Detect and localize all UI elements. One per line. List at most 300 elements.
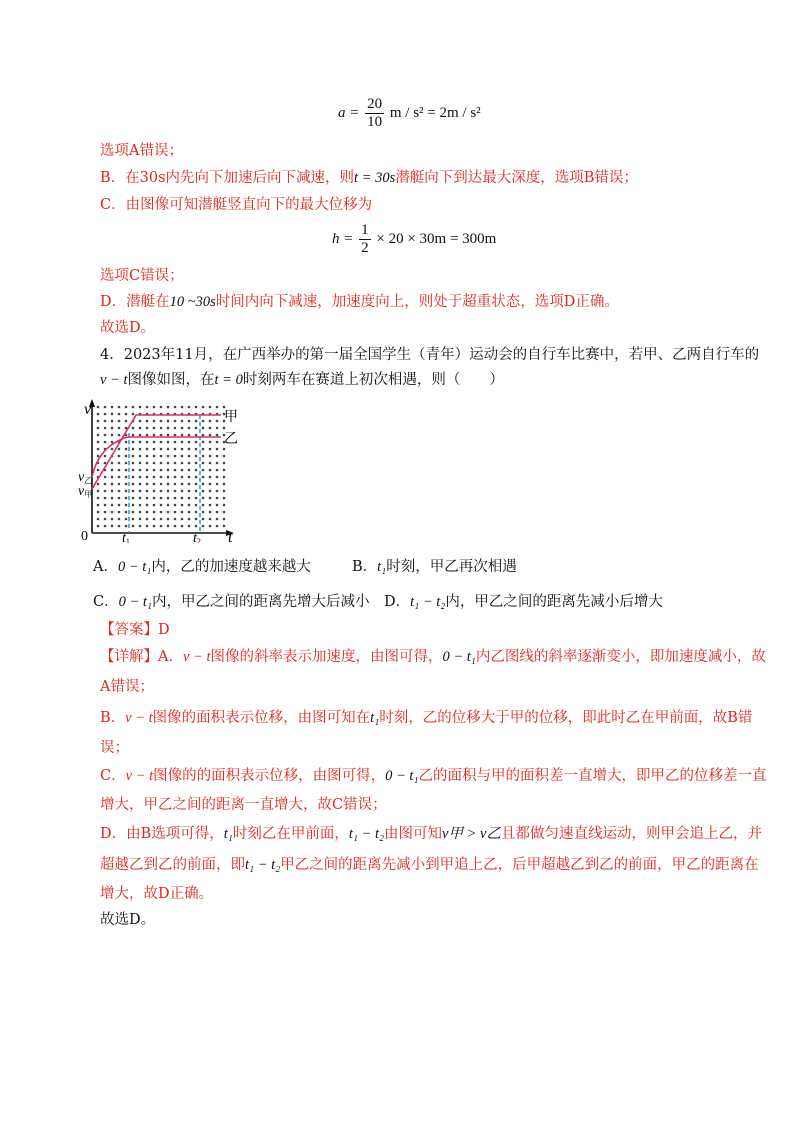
grid-dot (216, 427, 219, 430)
grid-dot (104, 406, 107, 409)
grid-dot (139, 441, 142, 444)
grid-dot (132, 504, 135, 507)
option-d[interactable] (384, 590, 663, 611)
grid-dot (188, 455, 191, 458)
grid-dot (139, 483, 142, 486)
grid-dot (111, 504, 114, 507)
grid-dot (160, 462, 163, 465)
grid-dot (181, 406, 184, 409)
line-b-suffix: 潜艇向下到达最大深度，选项B错误； (395, 170, 638, 186)
option-a-prefix: A． (93, 559, 118, 575)
grid-dot (125, 448, 128, 451)
grid-dot (181, 455, 184, 458)
option-c-text: 内，甲乙之间的距离先增大后减小 (151, 594, 370, 610)
grid-dot (146, 483, 149, 486)
grid-dot (97, 525, 100, 528)
grid-dot (160, 497, 163, 500)
grid-dot (181, 511, 184, 514)
grid-dot (125, 518, 128, 521)
grid-dot (188, 476, 191, 479)
grid-dot (111, 497, 114, 500)
grid-dot (160, 406, 163, 409)
grid-dot (167, 462, 170, 465)
grid-dot (209, 420, 212, 423)
grid-dot (104, 413, 107, 416)
option-b[interactable] (352, 555, 517, 576)
grid-dot (167, 427, 170, 430)
grid-dot (97, 483, 100, 486)
line-b-math: t = 30s (354, 170, 396, 186)
grid-dot (118, 462, 121, 465)
grid-dot (209, 462, 212, 465)
grid-dot (139, 434, 142, 437)
grid-dot (174, 420, 177, 423)
label-yi: 乙 (224, 432, 238, 447)
grid-dot (139, 406, 142, 409)
v-yi-main: v (78, 470, 85, 485)
grid-dot (153, 448, 156, 451)
grid-dot (188, 525, 191, 528)
grid-dot (132, 413, 135, 416)
grid-dot (146, 497, 149, 500)
grid-dot (104, 427, 107, 430)
grid-dot (125, 483, 128, 486)
grid-dot (216, 525, 219, 528)
grid-dot (167, 441, 170, 444)
grid-dot (146, 476, 149, 479)
grid-dot (188, 497, 191, 500)
grid-dot (111, 525, 114, 528)
grid-dot (118, 483, 121, 486)
grid-dot (153, 504, 156, 507)
eq1-numerator: 20 (367, 96, 383, 112)
grid-dot (181, 483, 184, 486)
grid-dot (223, 427, 226, 430)
q4-t0: t = 0 (214, 372, 243, 388)
t2-sub: 2 (196, 537, 201, 543)
grid-dot (209, 434, 212, 437)
grid-dot (118, 497, 121, 500)
grid-dot (181, 518, 184, 521)
grid-dot (181, 490, 184, 493)
grid-dot (118, 455, 121, 458)
grid-dot (125, 420, 128, 423)
option-c-prefix: C． (93, 594, 119, 610)
grid-dot (160, 518, 163, 521)
eq2-rhs: × 20 × 30m = 300m (376, 230, 497, 247)
grid-dot (209, 490, 212, 493)
detail-l7-f: v甲 > v乙 (442, 826, 501, 842)
grid-dot (195, 483, 198, 486)
grid-dot (97, 413, 100, 416)
q4-text-a: 图像如图，在 (127, 372, 215, 388)
grid-dot (195, 441, 198, 444)
grid-dot (125, 455, 128, 458)
grid-dot (153, 462, 156, 465)
grid-dot (223, 455, 226, 458)
grid-dot (111, 434, 114, 437)
grid-dot (167, 497, 170, 500)
eq2-denominator: 2 (361, 240, 369, 256)
grid-dot (160, 420, 163, 423)
grid-dot (132, 441, 135, 444)
grid-dot (160, 469, 163, 472)
grid-dot (209, 476, 212, 479)
grid-dot (104, 420, 107, 423)
grid-dot (146, 490, 149, 493)
grid-dot (153, 476, 156, 479)
grid-dot (111, 427, 114, 430)
grid-dot (104, 504, 107, 507)
grid-dot (209, 504, 212, 507)
grid-dot (139, 518, 142, 521)
grid-dot (209, 469, 212, 472)
x-axis-label: t (228, 529, 233, 543)
grid-dot (104, 483, 107, 486)
grid-dot (174, 462, 177, 465)
detail-l1-d: 0 − t₁ (442, 649, 476, 665)
grid-dot (195, 420, 198, 423)
grid-dot (167, 434, 170, 437)
grid-dot (223, 483, 226, 486)
detail-l5-a: C． (100, 768, 126, 784)
grid-dot (153, 511, 156, 514)
grid-dot (174, 504, 177, 507)
grid-dot (139, 420, 142, 423)
grid-dot (202, 448, 205, 451)
option-a[interactable] (93, 555, 311, 576)
grid-dot (97, 518, 100, 521)
detail-line3 (100, 708, 752, 728)
grid-dot (125, 490, 128, 493)
option-d-math: t₁ − t₂ (410, 594, 446, 610)
grid-dot (174, 497, 177, 500)
grid-dot (125, 511, 128, 514)
choose-d-second: 故选D。 (100, 912, 156, 928)
grid-dot (132, 434, 135, 437)
v-jia-main: v (78, 484, 85, 499)
detail-line7 (100, 824, 762, 844)
grid-dot (104, 434, 107, 437)
grid-dot (146, 504, 149, 507)
detail-l5-c: 图像的的面积表示位移，由图可得， (153, 768, 386, 784)
option-c-explanation: C．由图像可知潜艇竖直向下的最大位移为 (100, 197, 373, 213)
grid-dot (216, 434, 219, 437)
detail-l3-d: t₁ (370, 710, 380, 726)
grid-dot (202, 511, 205, 514)
grid-dot (139, 469, 142, 472)
grid-dot (188, 518, 191, 521)
grid-dot (160, 448, 163, 451)
grid-dot (209, 497, 212, 500)
grid-dot (104, 497, 107, 500)
grid-dot (167, 420, 170, 423)
grid-dot (125, 406, 128, 409)
grid-dot (160, 455, 163, 458)
grid-dot (223, 504, 226, 507)
grid-dot (202, 462, 205, 465)
grid-dot (209, 441, 212, 444)
detail-l7-b: t₁ (223, 826, 233, 842)
grid-dot (188, 420, 191, 423)
grid-dot (139, 511, 142, 514)
grid-dot (223, 476, 226, 479)
grid-dot (216, 462, 219, 465)
grid-dot (195, 504, 198, 507)
line-b-prefix: B．在30s内先向下加速后向下减速，则 (100, 170, 355, 186)
grid-dot (181, 462, 184, 465)
grid-dot (181, 448, 184, 451)
grid-dot (153, 490, 156, 493)
grid-dot (174, 483, 177, 486)
grid-dot (153, 441, 156, 444)
grid-dot (216, 497, 219, 500)
grid-dot (97, 441, 100, 444)
grid-dot (132, 469, 135, 472)
grid-dot (146, 511, 149, 514)
grid-dot (202, 469, 205, 472)
detail-l1-e: 内乙图线的斜率逐渐变小，即加速度减小，故 (475, 649, 766, 665)
option-d-text: 内，甲乙之间的距离先减小后增大 (445, 594, 663, 610)
equation-displacement (332, 222, 496, 257)
detail-l7-d: t₁ − t₂ (348, 826, 385, 842)
detail-line1 (100, 647, 766, 667)
grid-dot (195, 455, 198, 458)
grid-dot (111, 448, 114, 451)
grid-dot (202, 406, 205, 409)
grid-dot (188, 448, 191, 451)
option-c[interactable] (93, 590, 369, 611)
grid-dot (97, 497, 100, 500)
option-b-math: t₁ (377, 559, 387, 575)
grid-dot (111, 462, 114, 465)
grid-dot (216, 469, 219, 472)
detail-l1-b: v − t (182, 649, 211, 665)
option-c-wrong-text: 选项C错误； (100, 268, 184, 284)
grid-dot (111, 420, 114, 423)
choose-d-first: 故选D。 (100, 320, 156, 336)
grid-dot (146, 420, 149, 423)
grid-dot (153, 469, 156, 472)
grid-dot (118, 490, 121, 493)
grid-dot (132, 406, 135, 409)
grid-dot (167, 490, 170, 493)
t1-sub: 1 (125, 537, 130, 543)
option-c-math: 0 − t₁ (118, 594, 152, 610)
grid-dot (188, 434, 191, 437)
detail-l5-d: 0 − t₁ (385, 768, 419, 784)
grid-dot (139, 462, 142, 465)
grid-dot (146, 455, 149, 458)
grid-dot (139, 455, 142, 458)
grid-dot (181, 525, 184, 528)
question-4-line2 (100, 370, 504, 390)
y-axis-label: v (84, 401, 92, 418)
grid-dot (188, 427, 191, 430)
grid-dot (209, 518, 212, 521)
grid-dot (104, 455, 107, 458)
grid-dot (188, 469, 191, 472)
grid-dot (153, 420, 156, 423)
grid-dot (118, 420, 121, 423)
grid-dot (223, 406, 226, 409)
detail-l3-c: 图像的面积表示位移，由图可知在 (152, 710, 371, 726)
grid-dot (153, 483, 156, 486)
detail-l3-e: 时刻，乙的位移大于甲的位移，即此时乙在甲前面，故B错 (379, 710, 753, 726)
grid-dot (160, 427, 163, 430)
detail-line2: A错误； (100, 679, 154, 695)
grid-dot (216, 476, 219, 479)
grid-dot (146, 469, 149, 472)
grid-dot (132, 462, 135, 465)
eq1-denominator: 10 (367, 114, 383, 130)
grid-dot (160, 476, 163, 479)
grid-dot (104, 525, 107, 528)
detail-l7-e: 由图可知 (384, 826, 443, 842)
grid-dot (195, 476, 198, 479)
option-d-explanation (100, 292, 619, 312)
grid-dot (97, 406, 100, 409)
grid-dot (223, 511, 226, 514)
question-4-line1: 4．2023年11月，在广西举办的第一届全国学生（青年）运动会的自行车比赛中，若甲、乙两自行车的 (100, 347, 760, 363)
v-yi-sub: 乙 (84, 476, 93, 485)
grid-dot (216, 490, 219, 493)
grid-dot (174, 476, 177, 479)
grid-dot (223, 518, 226, 521)
grid-dot (160, 483, 163, 486)
grid-dot (202, 476, 205, 479)
grid-dot (195, 462, 198, 465)
grid-dot (111, 518, 114, 521)
grid-dot (223, 469, 226, 472)
grid-dot (104, 462, 107, 465)
grid-dot (160, 511, 163, 514)
grid-dot (209, 483, 212, 486)
grid-dot (153, 525, 156, 528)
grid-dot (146, 462, 149, 465)
grid-dot (139, 525, 142, 528)
grid-dot (104, 441, 107, 444)
grid-dot (132, 455, 135, 458)
grid-dot (160, 504, 163, 507)
grid-dot (125, 525, 128, 528)
detail-line9: 增大，故D正确。 (100, 886, 214, 902)
line-d-prefix: D．潜艇在 (100, 294, 170, 310)
grid-dot (195, 511, 198, 514)
grid-dot (216, 511, 219, 514)
grid-dot (153, 497, 156, 500)
option-b-text: 时刻，甲乙再次相遇 (386, 559, 517, 575)
grid-dot (216, 420, 219, 423)
grid-dot (153, 455, 156, 458)
grid-dot (195, 434, 198, 437)
detail-line8 (100, 855, 759, 875)
grid-dot (97, 504, 100, 507)
grid-dot (223, 525, 226, 528)
answer-label: 【答案】D (100, 622, 170, 638)
grid-dot (139, 504, 142, 507)
grid-dot (111, 469, 114, 472)
grid-dot (174, 455, 177, 458)
origin-label: 0 (81, 529, 88, 543)
grid-dot (118, 434, 121, 437)
grid-dot (160, 434, 163, 437)
detail-l3-b: v − t (125, 710, 153, 726)
grid-dot (146, 441, 149, 444)
grid-dot (202, 497, 205, 500)
grid-dot (125, 469, 128, 472)
grid-dot (167, 525, 170, 528)
grid-dots (97, 406, 226, 528)
eq1-lhs: a = (338, 104, 360, 121)
grid-dot (167, 504, 170, 507)
t2-main: t (193, 531, 197, 543)
grid-dot (146, 406, 149, 409)
grid-dot (104, 490, 107, 493)
grid-dot (216, 504, 219, 507)
grid-dot (146, 434, 149, 437)
grid-dot (125, 504, 128, 507)
grid-dot (181, 441, 184, 444)
grid-dot (125, 413, 128, 416)
detail-l8-c: 甲乙之间的距离先减小到甲追上乙，后甲超越乙到乙的前面，甲乙的距离在 (280, 857, 759, 873)
grid-dot (125, 497, 128, 500)
grid-dot (209, 525, 212, 528)
grid-dot (132, 490, 135, 493)
grid-dot (111, 476, 114, 479)
grid-dot (139, 490, 142, 493)
grid-dot (202, 525, 205, 528)
grid-dot (181, 469, 184, 472)
grid-dot (209, 448, 212, 451)
grid-dot (188, 406, 191, 409)
grid-dot (174, 511, 177, 514)
grid-dot (111, 490, 114, 493)
grid-dot (139, 476, 142, 479)
grid-dot (139, 448, 142, 451)
grid-dot (195, 490, 198, 493)
grid-dot (118, 469, 121, 472)
grid-dot (202, 441, 205, 444)
grid-dot (216, 406, 219, 409)
detail-l8-a: 超越乙到乙的前面，即 (100, 857, 245, 873)
grid-dot (223, 448, 226, 451)
grid-dot (97, 469, 100, 472)
grid-dot (209, 406, 212, 409)
grid-dot (132, 497, 135, 500)
line-d-math: 10 ~30s (169, 294, 216, 310)
detail-l5-e: 乙的面积与甲的面积差一直增大，即甲乙的位移差一直 (418, 768, 767, 784)
grid-dot (167, 476, 170, 479)
grid-dot (111, 406, 114, 409)
equation-acceleration (338, 96, 481, 131)
grid-dot (209, 455, 212, 458)
q4-text-b: 时刻两车在赛道上初次相遇，则（ ） (242, 372, 504, 388)
grid-dot (139, 427, 142, 430)
grid-dot (111, 483, 114, 486)
grid-dot (160, 525, 163, 528)
option-a-text: 内，乙的加速度越来越大 (151, 559, 311, 575)
grid-dot (181, 476, 184, 479)
v-yi-label (78, 470, 92, 485)
v-jia-sub: 甲 (84, 490, 93, 499)
grid-dot (160, 490, 163, 493)
detail-l8-b: t₁ − t₂ (245, 857, 281, 873)
grid-dot (132, 525, 135, 528)
grid-dot (209, 511, 212, 514)
eq2-lhs: h = (332, 230, 354, 247)
grid-dot (216, 455, 219, 458)
